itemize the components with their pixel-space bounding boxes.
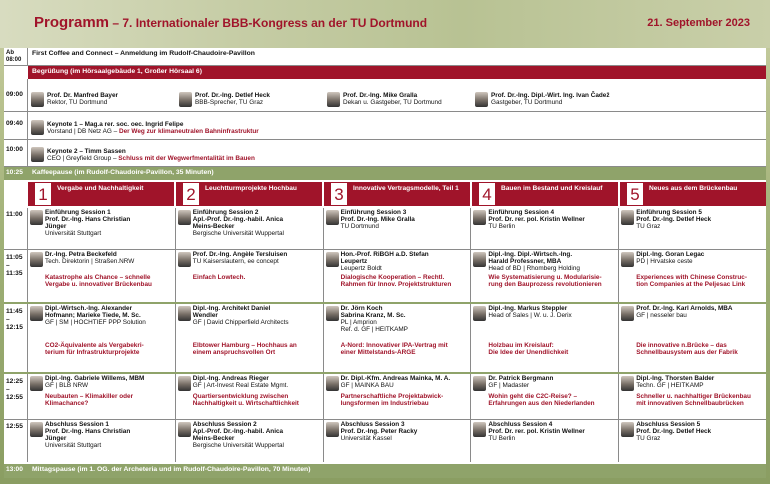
- row-session-closing: [4, 420, 766, 462]
- speaker-photo: [621, 210, 634, 225]
- time-cell: 09:40: [4, 112, 28, 139]
- session-cell: Abschluss Session 4 Prof. Dr. rer. pol. Kristin Wellner TU Berlin: [471, 420, 619, 462]
- session-cell: Hon.-Prof. RiBGH a.D. Stefan Leupertz Leupertz Boldt Dialogische Kooperation – Rechtl. Rahmen für Innov. Projektstrukturen: [324, 250, 472, 302]
- track-header: 3 Innovative Vertragsmodelle, Teil 1: [324, 182, 472, 206]
- speaker-photo: [621, 422, 634, 437]
- page-title: Programm – 7. Internationaler BBB-Kongress an der TU Dortmund: [34, 14, 428, 31]
- time-cell: 09:00: [4, 79, 28, 111]
- speaker-photo: [31, 120, 44, 135]
- session-cell: Prof. Dr.-Ing. Angèle Tersluisen TU Kaiserslautern, ee concept Einfach Lowtech.: [176, 250, 324, 302]
- row-keynote1: 09:40 Keynote 1 – Mag.a rer. soc. oec. Ingrid Felipe Vorstand | DB Netz AG – Der Weg zur klimaneutralen Bahninfrastruktur: [4, 112, 766, 140]
- time-cell: 13:00: [6, 466, 23, 473]
- session-cell: Dipl.-Ing. Architekt Daniel Wendler GF | David Chipperfield Architects Elbtower Hamburg – Hochhaus an einem anspruchsvollen Ort: [176, 304, 324, 372]
- speaker-photo: [178, 252, 191, 267]
- session-cell: Dr. Jörn Koch Sabrina Kranz, M. Sc. PL | Amprion Ref. d. GF | HEITKAMP A-Nord: Innovativer IPA-Vertrag mit einer Mittelstands-ARGE: [324, 304, 472, 372]
- track-header: 5 Neues aus dem Brückenbau: [620, 182, 766, 206]
- speaker-photo: [30, 422, 43, 437]
- time-cell: 12:55: [4, 420, 28, 462]
- track-header: 1 Vergabe und Nachhaltigkeit: [28, 182, 176, 206]
- session-cell: Abschluss Session 3 Prof. Dr.-Ing. Peter Racky Universität Kassel: [324, 420, 472, 462]
- speaker-photo: [326, 306, 339, 321]
- speaker-photo: [621, 252, 634, 267]
- time-cell: Ab 08:00: [4, 48, 28, 65]
- speaker-photo: [30, 306, 43, 321]
- lunch-bar: Mittagspause (im 1. OG. der Archeteria und im Rudolf-Chaudoire-Pavillon, 70 Minuten): [28, 464, 766, 478]
- row-welcome: [4, 66, 766, 79]
- row-session-talk3: [4, 374, 766, 420]
- coffee-bar: Kaffeepause (im Rudolf-Chaudoire-Pavillon, 35 Minuten): [28, 167, 766, 180]
- program-grid: [4, 48, 766, 478]
- session-cell: Prof. Dr.-Ing. Karl Arnolds, MBA GF | nesseler bau Die innovative n.Brücke – das Schnellbausystem aus der Fabrik: [619, 304, 766, 372]
- session-cell: Abschluss Session 1 Prof. Dr.-Ing. Hans Christian Jünger Universität Stuttgart: [28, 420, 176, 462]
- time-cell: 11:05 – 11:35: [4, 250, 28, 302]
- row-track-headers: [4, 182, 766, 208]
- speaker-photo: [326, 210, 339, 225]
- time-cell: 12:25 – 12:55: [4, 374, 28, 419]
- welcome-bar: Begrüßung (im Hörsaalgebäude 1, Großer Hörsaal 6): [28, 66, 766, 79]
- session-cell: Einführung Session 4 Prof. Dr. rer. pol. Kristin Wellner TU Berlin: [471, 208, 619, 249]
- track-header: 4 Bauen im Bestand und Kreislauf: [472, 182, 620, 206]
- speaker-photo: [473, 376, 486, 391]
- speaker-photo: [326, 422, 339, 437]
- speaker: Prof. Dr.-Ing. Detlef Heck BBB-Sprecher, TU Graz: [176, 79, 324, 111]
- session-cell: Dr. Dipl.-Kfm. Andreas Mainka, M. A. GF | MAINKA BAU Partnerschaftliche Projektabwick- lungsformen im Industriebau: [324, 374, 472, 419]
- session-cell: Dipl.-Ing. Markus Steppler Head of Sales | W. u. J. Derix Holzbau im Kreislauf: Die Idee der Unendlichkeit: [471, 304, 619, 372]
- row-lunch: [4, 464, 766, 478]
- session-cell: Dipl.-Wirtsch.-Ing. Alexander Hofmann; Marieke Tiede, M. Sc. GF | SM | HOCHTIEF PPP Solution CO2-Äquivalente als Vergabekri- terium für Infrastrukturprojekte: [28, 304, 176, 372]
- speaker-photo: [326, 252, 339, 267]
- time-cell: 11:00: [4, 208, 28, 249]
- speaker-photo: [621, 376, 634, 391]
- session-cell: Einführung Session 3 Prof. Dr.-Ing. Mike Gralla TU Dortmund: [324, 208, 472, 249]
- row-session-talk1: [4, 250, 766, 304]
- track-header: 2 Leuchtturmprojekte Hochbau: [176, 182, 324, 206]
- speaker-photo: [30, 252, 43, 267]
- speaker-photo: [178, 210, 191, 225]
- row-session-talk2: [4, 304, 766, 374]
- speaker-photo: [31, 147, 44, 162]
- session-cell: Dipl.-Ing. Andreas Rieger GF | Art-Invest Real Estate Mgmt. Quartiersentwicklung zwischen Nachhaltigkeit u. Wirtschaftlichkeit: [176, 374, 324, 419]
- session-cell: Dr.-Ing. Petra Beckefeld Tech. Direktorin | Straßen.NRW Katastrophe als Chance – schnelle Vergabe u. innovativer Brückenbau: [28, 250, 176, 302]
- session-cell: Dipl.-Ing. Goran Legac PD | Hrvatske ceste Experiences with Chinese Construc- tion Companies at the Peljesac Link: [619, 250, 766, 302]
- event-date: 21. September 2023: [647, 17, 750, 29]
- session-cell: Abschluss Session 5 Prof. Dr.-Ing. Detlef Heck TU Graz: [619, 420, 766, 462]
- row-arrival: [4, 48, 766, 66]
- session-cell: Einführung Session 2 Apl.-Prof. Dr.-Ing.-habil. Anica Meins-Becker Bergische Universität Wuppertal: [176, 208, 324, 249]
- speaker-photo: [473, 210, 486, 225]
- speaker: Prof. Dr.-Ing. Dipl.-Wirt. Ing. Ivan Čadež Gastgeber, TU Dortmund: [472, 79, 672, 111]
- speaker-photo: [473, 306, 486, 321]
- speaker-photo: [475, 92, 488, 107]
- time-cell: 11:45 – 12:15: [4, 304, 28, 372]
- speaker-photo: [31, 92, 44, 107]
- row-coffee: [4, 167, 766, 180]
- speaker-photo: [326, 376, 339, 391]
- speaker-photo: [473, 422, 486, 437]
- speaker: Prof. Dr. Manfred Bayer Rektor, TU Dortmund: [28, 79, 176, 111]
- time-cell: 10:00: [4, 140, 28, 166]
- session-cell: Einführung Session 5 Prof. Dr.-Ing. Detlef Heck TU Graz: [619, 208, 766, 249]
- session-cell: Abschluss Session 2 Apl.-Prof. Dr.-Ing.-habil. Anica Meins-Becker Bergische Universität Wuppertal: [176, 420, 324, 462]
- speaker-photo: [179, 92, 192, 107]
- speaker-photo: [30, 376, 43, 391]
- arrival-text: First Coffee and Connect – Anmeldung im Rudolf-Chaudoire-Pavillon: [32, 50, 255, 57]
- time-cell: 10:25: [6, 169, 23, 176]
- header-banner: [0, 0, 770, 48]
- session-cell: Dipl.-Ing. Dipl.-Wirtsch.-Ing. Harald Professner, MBA Head of BD | Rhomberg Holding Wie Systematisierung u. Modularisie- rung den Bauprozess revolutionieren: [471, 250, 619, 302]
- speaker-photo: [178, 422, 191, 437]
- speaker: Prof. Dr.-Ing. Mike Gralla Dekan u. Gastgeber, TU Dortmund: [324, 79, 472, 111]
- speaker-photo: [473, 252, 486, 267]
- speaker-photo: [178, 376, 191, 391]
- speaker-photo: [30, 210, 43, 225]
- row-greeting: [4, 79, 766, 112]
- session-cell: Dipl.-Ing. Gabriele Willems, MBM GF | BLB NRW Neubauten – Klimakiller oder Klimachance?: [28, 374, 176, 419]
- session-cell: Einführung Session 1 Prof. Dr.-Ing. Hans Christian Jünger Universität Stuttgart: [28, 208, 176, 249]
- row-session-intro: [4, 208, 766, 250]
- session-cell: Dipl.-Ing. Thorsten Balder Techn. GF | HEITKAMP Schneller u. nachhaltiger Brückenbau mit innovativen Schnellbaubrücken: [619, 374, 766, 419]
- speaker-photo: [178, 306, 191, 321]
- speaker-photo: [327, 92, 340, 107]
- row-keynote2: 10:00 Keynote 2 – Timm Sassen CEO | Greyfield Group – Schluss mit der Wegwerfmentalität im Bauen: [4, 140, 766, 167]
- session-cell: Dr. Patrick Bergmann GF | Madaster Wohin geht die C2C-Reise? – Erfahrungen aus den Niederlanden: [471, 374, 619, 419]
- speaker-photo: [621, 306, 634, 321]
